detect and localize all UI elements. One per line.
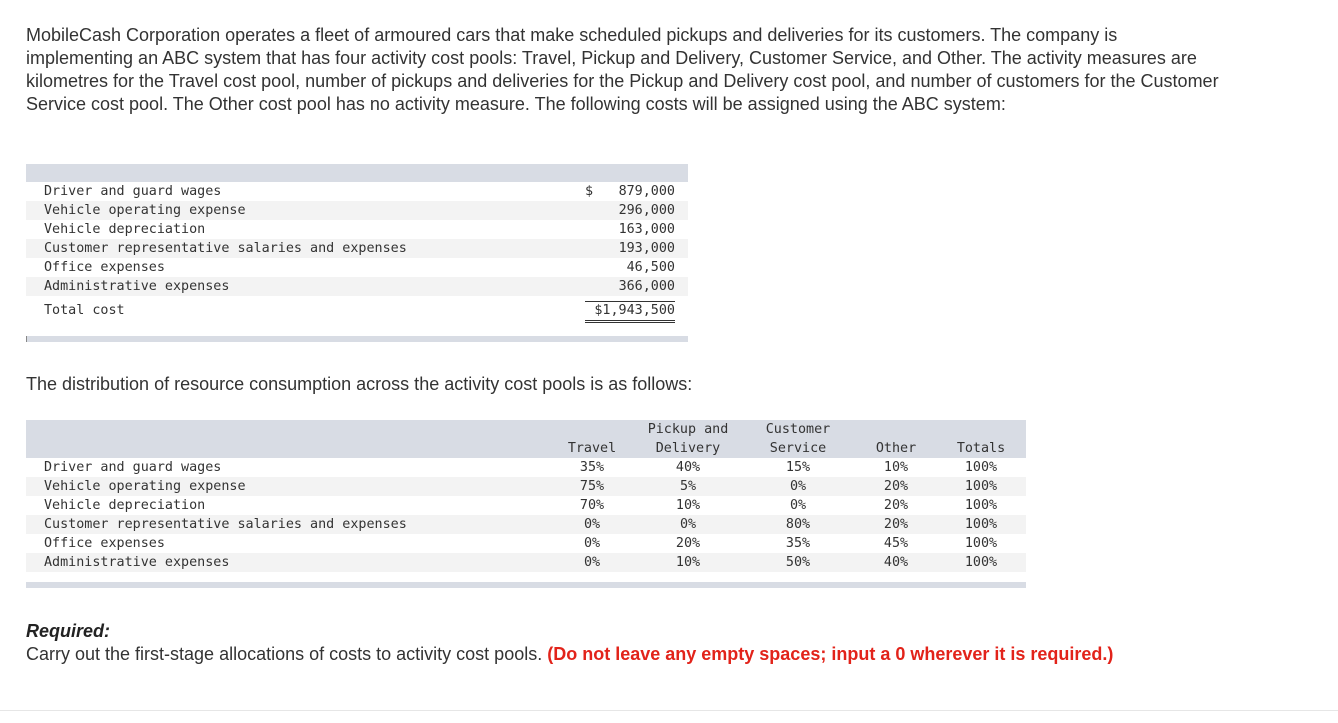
distribution-table (26, 420, 1026, 590)
distribution-cell: 10% (883, 460, 909, 475)
cost-row (26, 277, 688, 296)
cost-row-amount: 193,000 (618, 241, 675, 256)
problem-intro: MobileCash Corporation operates a fleet of armoured cars that make scheduled pickups and deliveries for its customers. The company is implementing an ABC system that has four activity cost pools: Travel, Pickup and Delivery, Customer Service, and Other. The activity measures are kilometres for the Travel cost pool, number of pickups and deliveries for the Pickup and Delivery cost pool, and number of customers for the Customer Service cost pool. The Other cost pool has no activity measure. The following costs will be assigned using the ABC system: (26, 25, 1219, 114)
cost-row-amount: 296,000 (618, 203, 675, 218)
cost-row (26, 258, 688, 277)
cost-row-amount: 163,000 (618, 222, 675, 237)
distribution-row-label: Vehicle depreciation (44, 498, 206, 513)
col-head-line: Other (875, 441, 917, 456)
distribution-cell: 20% (883, 517, 909, 532)
distribution-cell: 0% (789, 498, 807, 513)
col-head-line: Totals (956, 441, 1006, 456)
distribution-cell: 40% (675, 460, 701, 475)
col-head-pickup (638, 420, 738, 458)
col-head-customer (754, 420, 842, 458)
col-head-other (864, 420, 928, 458)
distribution-row-label: Customer representative salaries and expenses (44, 517, 407, 532)
cost-row-label: Driver and guard wages (44, 184, 222, 199)
col-head-line: Pickup and (647, 422, 729, 437)
col-head-totals (946, 420, 1016, 458)
col-head-line: Service (769, 441, 827, 456)
required-title: Required: (26, 621, 111, 641)
cost-total-amount: $1,943,500 (585, 301, 675, 323)
distribution-cell: 75% (579, 479, 605, 494)
cost-table-header (26, 164, 688, 182)
distribution-cell: 0% (789, 479, 807, 494)
cost-total-label: Total cost (44, 303, 125, 318)
distribution-cell: 45% (883, 536, 909, 551)
distribution-cell: 20% (883, 479, 909, 494)
required-note: (Do not leave any empty spaces; input a 0 wherever it is required.) (547, 644, 1114, 664)
col-head-travel (561, 420, 623, 458)
cost-row-amount: 879,000 (618, 184, 675, 199)
distribution-row (26, 553, 1026, 572)
distribution-cell: 40% (883, 555, 909, 570)
distribution-cell: 100% (964, 555, 998, 570)
distribution-cell: 100% (964, 517, 998, 532)
distribution-cell: 100% (964, 498, 998, 513)
cost-row-label: Administrative expenses (44, 279, 230, 294)
distribution-row (26, 534, 1026, 553)
distribution-row (26, 496, 1026, 515)
distribution-cell: 15% (785, 460, 811, 475)
distribution-row (26, 515, 1026, 534)
cost-row-amount: 46,500 (626, 260, 675, 275)
distribution-sentence: The distribution of resource consumption across the activity cost pools is as follows: (26, 374, 693, 394)
distribution-row-label: Administrative expenses (44, 555, 230, 570)
distribution-cell: 35% (785, 536, 811, 551)
cost-row (26, 201, 688, 220)
required-text: Carry out the first-stage allocations of costs to activity cost pools. (26, 644, 543, 664)
col-head-line (864, 420, 928, 439)
distribution-cell: 5% (679, 479, 697, 494)
cost-row (26, 182, 688, 201)
distribution-cell: 0% (583, 517, 601, 532)
distribution-cell: 0% (583, 555, 601, 570)
distribution-cell: 35% (579, 460, 605, 475)
col-head-line (946, 420, 1016, 439)
bottom-divider (0, 710, 1338, 711)
cost-total-row (26, 301, 688, 320)
distribution-row (26, 477, 1026, 496)
distribution-row-label: Vehicle operating expense (44, 479, 246, 494)
col-head-line: Customer (765, 422, 831, 437)
col-head-line: Travel (567, 441, 617, 456)
required-section (26, 620, 1113, 666)
cost-row-label: Office expenses (44, 260, 165, 275)
cost-row-label: Customer representative salaries and expenses (44, 241, 407, 256)
cost-table-footer (26, 336, 688, 342)
cost-table (26, 164, 688, 342)
cost-row-label: Vehicle operating expense (44, 203, 246, 218)
distribution-cell: 10% (675, 555, 701, 570)
distribution-cell: 100% (964, 460, 998, 475)
col-head-line: Delivery (655, 441, 721, 456)
cost-row-label: Vehicle depreciation (44, 222, 206, 237)
distribution-cell: 0% (679, 517, 697, 532)
distribution-row-label: Office expenses (44, 536, 165, 551)
cost-row-amount: 366,000 (618, 279, 675, 294)
distribution-cell: 20% (675, 536, 701, 551)
distribution-cell: 10% (675, 498, 701, 513)
cost-row (26, 239, 688, 258)
distribution-cell: 0% (583, 536, 601, 551)
currency-symbol: $ (585, 184, 594, 199)
distribution-cell: 100% (964, 479, 998, 494)
distribution-cell: 20% (883, 498, 909, 513)
distribution-row (26, 458, 1026, 477)
required-instruction (26, 643, 1113, 666)
cost-row (26, 220, 688, 239)
distribution-cell: 100% (964, 536, 998, 551)
distribution-table-footer (26, 582, 1026, 588)
distribution-row-label: Driver and guard wages (44, 460, 222, 475)
col-head-line (561, 420, 623, 439)
distribution-cell: 80% (785, 517, 811, 532)
distribution-cell: 50% (785, 555, 811, 570)
distribution-cell: 70% (579, 498, 605, 513)
